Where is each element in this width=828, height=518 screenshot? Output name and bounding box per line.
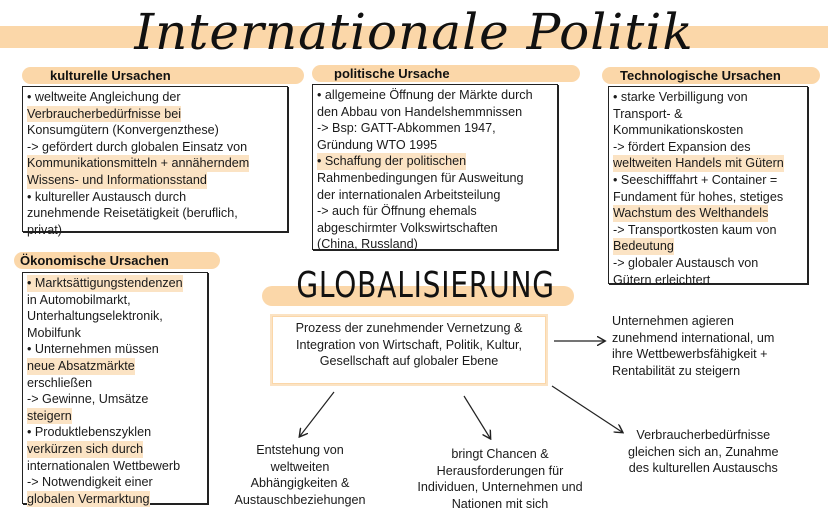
globalisierung-title: GLOBALISIERUNG	[296, 265, 555, 306]
oekonomisch-label: Ökonomische Ursachen	[14, 252, 220, 269]
kulturell-line: • weltweite Angleichung der	[27, 90, 181, 104]
effect-line: Nationen mit sich	[451, 496, 549, 511]
kulturell-line: Konsumgütern (Konvergenzthese)	[27, 123, 219, 138]
technologisch-line: Kommunikationskosten	[613, 123, 744, 138]
kulturell-line: -> gefördert durch globalen Einsatz von	[27, 139, 248, 154]
politisch-line: abgeschirmter Volkswirtschaften	[317, 220, 498, 235]
technologisch-line: Wachstum des Welthandels	[613, 206, 769, 221]
kulturell-line: • kultureller Austausch durch	[27, 189, 187, 204]
technologisch-line: weltweiten Handels mit Gütern	[613, 156, 784, 171]
technologisch-line: Fundament für hohes, stetiges	[613, 189, 784, 204]
oekonomisch-line: globalen Vermarktung	[27, 491, 150, 506]
oekonomisch-line: • Produktlebenszyklen	[27, 425, 152, 440]
effect-line: bringt Chancen &	[451, 447, 549, 461]
arrow-to-entstehung	[300, 392, 334, 436]
oekonomisch-line: erschließen	[27, 375, 93, 390]
politisch-line: den Abbau von Handelshemmnissen	[317, 104, 523, 119]
effect-line: ihre Wettbewerbsfähigkeit +	[612, 347, 768, 362]
politisch-line: Gründung WTO 1995	[317, 137, 438, 152]
technologisch-line: Gütern erleichtert	[613, 272, 711, 287]
oekonomisch-line: • Unternehmen müssen	[27, 342, 159, 357]
technologisch-line: -> globaler Austausch von	[613, 255, 759, 270]
kulturell-line: Verbraucherbedürfnisse bei	[27, 106, 182, 121]
politisch-line: der internationalen Arbeitsteilung	[317, 187, 501, 202]
effect-line: Entstehung von	[256, 443, 344, 457]
effect-line: Verbraucherbedürfnisse	[636, 428, 771, 442]
definition-line: Integration von Wirtschaft, Politik, Kultur,	[295, 337, 523, 352]
arrow-to-verbraucher	[552, 386, 622, 432]
effect-chancen	[406, 446, 594, 512]
effect-line: Rentabilität zu steigern	[612, 363, 741, 378]
kulturell-label: kulturelle Ursachen	[22, 67, 304, 84]
effect-line: zunehmend international, um	[612, 330, 775, 345]
effect-unternehmen	[612, 313, 774, 379]
politisch-line: -> auch für Öffnung ehemals	[317, 204, 477, 219]
kulturell-line: privat)	[27, 222, 62, 237]
politisch-line: Rahmenbedingungen für Ausweitung	[317, 170, 524, 185]
politisch-line: • allgemeine Öffnung der Märkte durch	[317, 88, 533, 102]
oekonomisch-line: internationalen Wettbewerb	[27, 458, 181, 473]
effect-line: weltweiten	[270, 459, 330, 474]
technologisch-line: Transport- &	[613, 106, 683, 121]
politisch-line: (China, Russland)	[317, 237, 418, 252]
technologisch-line: • Seeschifffahrt + Container =	[613, 172, 778, 187]
effect-line: des kulturellen Austauschs	[628, 461, 778, 476]
technologisch-line: -> fördert Expansion des	[613, 139, 751, 154]
oekonomisch-line: steigern	[27, 408, 72, 423]
page-title: Internationale Politik	[134, 3, 694, 61]
arrow-to-chancen	[464, 396, 490, 438]
technologisch-label: Technologische Ursachen	[602, 67, 820, 84]
kulturell-line: zunehmende Reisetätigkeit (beruflich,	[27, 206, 238, 221]
effect-line: Abhängigkeiten &	[250, 476, 350, 491]
effect-line: Austauschbeziehungen	[234, 492, 366, 507]
politisch-label: politische Ursache	[312, 65, 580, 82]
oekonomisch-line: -> Gewinne, Umsätze	[27, 392, 149, 407]
effect-entstehung	[226, 442, 374, 508]
oekonomisch-line: in Automobilmarkt,	[27, 292, 131, 307]
oekonomisch-line: -> Notwendigkeit einer	[27, 475, 153, 490]
kulturell-line: Kommunikationsmitteln + annäherndem	[27, 156, 250, 171]
kulturell-line: Wissens- und Informationsstand	[27, 172, 207, 187]
effect-verbraucher	[628, 427, 779, 477]
definition-line: Prozess der zunehmender Vernetzung &	[295, 321, 523, 335]
oekonomisch-line: neue Absatzmärkte	[27, 358, 135, 373]
effect-line: Individuen, Unternehmen und	[417, 480, 583, 495]
politisch-line: -> Bsp: GATT-Abkommen 1947,	[317, 121, 496, 136]
effect-line: Herausforderungen für	[436, 463, 564, 478]
technologisch-line: -> Transportkosten kaum von	[613, 222, 777, 237]
technologisch-line: Bedeutung	[613, 239, 674, 254]
definition-line: Gesellschaft auf globaler Ebene	[319, 354, 499, 369]
effect-line: gleichen sich an, Zunahme	[628, 444, 779, 459]
oekonomisch-line: Unterhaltungselektronik,	[27, 309, 163, 324]
politisch-line: • Schaffung der politischen	[317, 154, 467, 169]
technologisch-line: • starke Verbilligung von	[613, 90, 748, 104]
oekonomisch-line: • Marktsättigungstendenzen	[27, 276, 183, 290]
effect-line: Unternehmen agieren	[612, 314, 734, 328]
oekonomisch-line: verkürzen sich durch	[27, 441, 144, 456]
oekonomisch-line: Mobilfunk	[27, 325, 81, 340]
